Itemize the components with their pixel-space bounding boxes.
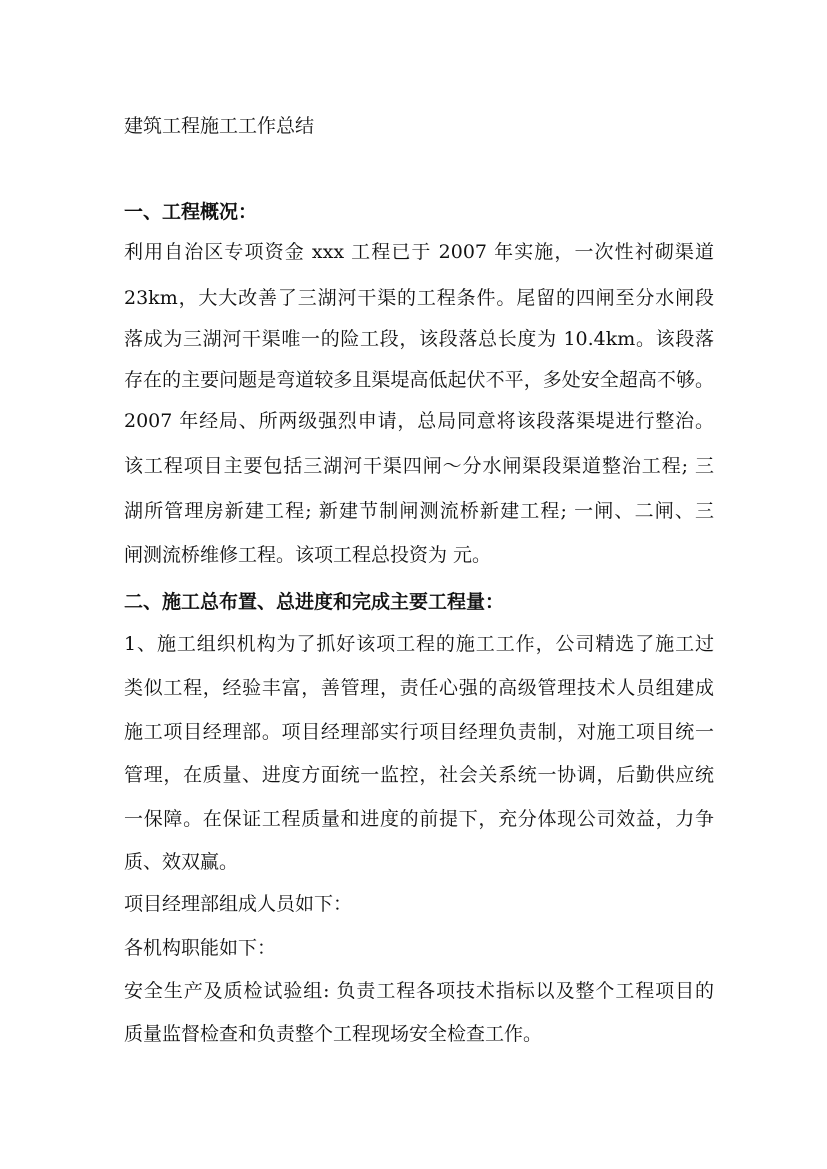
paragraph-line: 该工程项目主要包括三湖河干渠四闸～分水闸渠段渠道整治工程; 三 [124, 455, 714, 477]
paragraph-line: 利用自治区专项资金 xxx 工程已于 2007 年实施，一次性衬砌渠道 [124, 241, 714, 263]
paragraph-line: 施工项目经理部。项目经理部实行项目经理负责制，对施工项目统一 [124, 721, 714, 743]
paragraph-line: 安全生产及质检试验组: 负责工程各项技术指标以及整个工程项目的 [124, 980, 714, 1002]
paragraph-line: 质量监督检查和负责整个工程现场安全检查工作。 [124, 1023, 543, 1045]
paragraph-line: 存在的主要问题是弯道较多且渠堤高低起伏不平，多处安全超高不够。 [124, 369, 714, 391]
paragraph-line: 类似工程，经验丰富，善管理，责任心强的高级管理技术人员组建成 [124, 677, 714, 699]
section-heading-overview: 一、工程概况： [124, 201, 258, 223]
paragraph-line: 闸测流桥维修工程。该项工程总投资为 元。 [124, 544, 492, 566]
paragraph-line: 1、施工组织机构为了抓好该项工程的施工工作，公司精选了施工过 [124, 633, 714, 655]
paragraph-line: 湖所管理房新建工程; 新建节制闸测流桥新建工程; 一闸、二闸、三 [124, 500, 714, 522]
paragraph-line: 项目经理部组成人员如下： [124, 893, 353, 915]
document-title: 建筑工程施工工作总结 [124, 115, 315, 137]
paragraph-line: 各机构职能如下： [124, 937, 277, 959]
paragraph-line: 落成为三湖河干渠唯一的险工段，该段落总长度为 10.4km。该段落 [124, 328, 714, 350]
paragraph-line: 管理，在质量、进度方面统一监控，社会关系统一协调，后勤供应统 [124, 764, 714, 786]
paragraph-line: 质、效双赢。 [124, 851, 239, 873]
section-heading-construction: 二、施工总布置、总进度和完成主要工程量： [124, 591, 505, 613]
paragraph-line: 23km，大大改善了三湖河干渠的工程条件。尾留的四闸至分水闸段 [124, 287, 714, 309]
paragraph-line: 2007 年经局、所两级强烈申请，总局同意将该段落渠堤进行整治。 [124, 410, 714, 432]
paragraph-line: 一保障。在保证工程质量和进度的前提下，充分体现公司效益，力争 [124, 808, 714, 830]
